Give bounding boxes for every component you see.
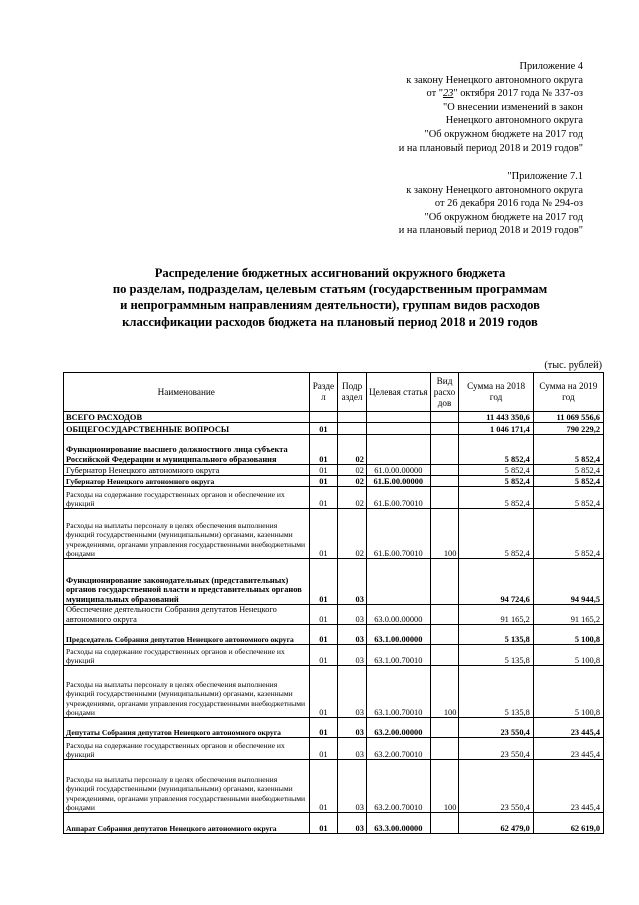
- date-suffix: " октября 2017 года № 337-оз: [453, 88, 583, 100]
- table-cell-razdel: 01: [309, 559, 338, 605]
- table-cell-vid: 100: [430, 509, 459, 559]
- table-cell-razdel: 01: [309, 760, 338, 813]
- header-sum-2019: Сумма на 2019 год: [533, 373, 603, 412]
- table-cell-razdel: 01: [309, 509, 338, 559]
- table-row: [64, 412, 604, 423]
- table-cell-vid: 100: [430, 760, 459, 813]
- table-cell-sum-2019: 5 852,4: [533, 465, 603, 476]
- table-cell-sum-2019: 5 852,4: [533, 487, 603, 509]
- table-row: [64, 666, 604, 718]
- table-cell-podrazdel: 03: [338, 559, 367, 605]
- table-row: [64, 487, 604, 509]
- table-cell-razdel: 01: [309, 738, 338, 760]
- table-row: [64, 738, 604, 760]
- table-cell-name: Расходы на содержание государственных органов и обеспечение их функций: [64, 487, 310, 509]
- table-cell-name: Расходы на содержание государственных органов и обеспечение их функций: [64, 645, 310, 666]
- table-cell-target: 63.1.00.70010: [366, 666, 430, 718]
- table-cell-target: [366, 435, 430, 465]
- appendix-line: к закону Ненецкого автономного округа: [406, 74, 583, 86]
- appendix-line: Ненецкого автономного округа: [445, 115, 583, 127]
- units-label: (тыс. рублей): [544, 360, 602, 371]
- table-cell-vid: [430, 625, 459, 645]
- table-cell-vid: [430, 465, 459, 476]
- table-cell-sum-2019: 23 445,4: [533, 760, 603, 813]
- table-cell-sum-2019: 5 852,4: [533, 435, 603, 465]
- table-cell-vid: [430, 476, 459, 487]
- table-cell-sum-2019: 5 100,8: [533, 666, 603, 718]
- table-cell-razdel: 01: [309, 625, 338, 645]
- table-cell-sum-2019: 94 944,5: [533, 559, 603, 605]
- table-cell-name: Функционирование высшего должностного лица субъекта Российской Федерации и муниципального образования: [64, 435, 310, 465]
- table-cell-vid: [430, 738, 459, 760]
- table-row: [64, 645, 604, 666]
- table-cell-vid: [430, 718, 459, 738]
- table-cell-podrazdel: 03: [338, 645, 367, 666]
- table-cell-podrazdel: [338, 423, 367, 435]
- table-cell-target: 63.2.00.00000: [366, 718, 430, 738]
- appendix-line: от 26 декабря 2016 года № 294-оз: [434, 198, 583, 210]
- table-cell-razdel: 01: [309, 605, 338, 625]
- table-cell-podrazdel: 02: [338, 465, 367, 476]
- table-cell-razdel: 01: [309, 487, 338, 509]
- table-cell-podrazdel: 03: [338, 738, 367, 760]
- header-razdel: Разде л: [309, 373, 338, 412]
- table-row: [64, 559, 604, 605]
- table-cell-podrazdel: 02: [338, 487, 367, 509]
- table-cell-target: 61.Б.00.00000: [366, 476, 430, 487]
- table-cell-vid: [430, 412, 459, 423]
- table-cell-razdel: 01: [309, 813, 338, 834]
- table-cell-sum-2019: 790 229,2: [533, 423, 603, 435]
- table-row: [64, 813, 604, 834]
- table-cell-vid: [430, 645, 459, 666]
- table-cell-sum-2018: 23 550,4: [459, 718, 533, 738]
- table-cell-target: [366, 559, 430, 605]
- table-cell-name: Расходы на выплаты персоналу в целях обеспечения выполнения функций государственными (муниципальными) органами, казенными учреждениями, органами управления государственными внебюджетными фондами: [64, 509, 310, 559]
- table-row: [64, 625, 604, 645]
- table-cell-vid: [430, 435, 459, 465]
- table-cell-sum-2018: 5 135,8: [459, 645, 533, 666]
- title-line: и непрограммным направлениям деятельности), группам видов расходов: [120, 298, 540, 313]
- handwritten-day: 23: [442, 88, 454, 100]
- table-cell-sum-2018: 5 852,4: [459, 476, 533, 487]
- table-cell-sum-2019: 5 100,8: [533, 625, 603, 645]
- table-cell-sum-2018: 11 443 350,6: [459, 412, 533, 423]
- table-cell-sum-2018: 23 550,4: [459, 760, 533, 813]
- table-cell-podrazdel: 03: [338, 625, 367, 645]
- table-cell-razdel: 01: [309, 465, 338, 476]
- table-cell-razdel: 01: [309, 645, 338, 666]
- table-cell-name: Расходы на выплаты персоналу в целях обеспечения выполнения функций государственными (муниципальными) органами, казенными учреждениями, органами управления государственными внебюджетными фондами: [64, 760, 310, 813]
- appendix-line: и на плановый период 2018 и 2019 годов": [398, 142, 583, 154]
- appendix-line: "Об окружном бюджете на 2017 год: [424, 211, 583, 223]
- table-cell-sum-2018: 23 550,4: [459, 738, 533, 760]
- title-line: классификации расходов бюджета на плановый период 2018 и 2019 годов: [122, 314, 538, 329]
- table-row: [64, 509, 604, 559]
- table-cell-razdel: 01: [309, 476, 338, 487]
- table-cell-sum-2019: 5 100,8: [533, 645, 603, 666]
- appendix-line: "О внесении изменений в закон: [443, 101, 583, 113]
- date-prefix: от ": [426, 88, 443, 100]
- table-cell-sum-2019: 91 165,2: [533, 605, 603, 625]
- table-cell-target: 63.2.00.70010: [366, 760, 430, 813]
- table-row: [64, 423, 604, 435]
- table-cell-target: 63.0.00.00000: [366, 605, 430, 625]
- table-cell-razdel: 01: [309, 666, 338, 718]
- appendix-line: к закону Ненецкого автономного округа: [406, 184, 583, 196]
- table-cell-podrazdel: 03: [338, 605, 367, 625]
- table-cell-razdel: 01: [309, 423, 338, 435]
- table-row: [64, 435, 604, 465]
- appendix-line: Приложение 4: [519, 61, 583, 72]
- table-cell-vid: [430, 813, 459, 834]
- table-cell-sum-2018: 91 165,2: [459, 605, 533, 625]
- table-cell-podrazdel: 03: [338, 813, 367, 834]
- appendix-7-1-reference: [399, 170, 583, 238]
- table-header-row: [64, 373, 604, 412]
- header-target: Целевая статья: [366, 373, 430, 412]
- table-cell-sum-2018: 5 852,4: [459, 509, 533, 559]
- table-cell-sum-2018: 5 135,8: [459, 666, 533, 718]
- budget-table: [63, 372, 604, 834]
- table-cell-name: Расходы на содержание государственных органов и обеспечение их функций: [64, 738, 310, 760]
- table-cell-target: [366, 412, 430, 423]
- table-cell-name: ОБЩЕГОСУДАРСТВЕННЫЕ ВОПРОСЫ: [64, 423, 310, 435]
- table-cell-sum-2018: 1 046 171,4: [459, 423, 533, 435]
- table-cell-name: Председатель Собрания депутатов Ненецкого автономного округа: [64, 625, 310, 645]
- table-cell-name: Губернатор Ненецкого автономного округа: [64, 476, 310, 487]
- table-cell-vid: [430, 605, 459, 625]
- table-row: [64, 760, 604, 813]
- table-cell-sum-2019: 5 852,4: [533, 509, 603, 559]
- table-cell-sum-2018: 62 479,0: [459, 813, 533, 834]
- table-cell-razdel: 01: [309, 718, 338, 738]
- table-cell-name: Аппарат Собрания депутатов Ненецкого автономного округа: [64, 813, 310, 834]
- table-cell-target: 63.3.00.00000: [366, 813, 430, 834]
- title-line: по разделам, подразделам, целевым статьям (государственным программам: [112, 282, 548, 297]
- table-cell-target: 61.Б.00.70010: [366, 509, 430, 559]
- table-cell-razdel: 01: [309, 435, 338, 465]
- table-cell-target: 63.1.00.70010: [366, 645, 430, 666]
- table-cell-razdel: [309, 412, 338, 423]
- table-row: [64, 605, 604, 625]
- table-cell-sum-2018: 5 135,8: [459, 625, 533, 645]
- table-cell-podrazdel: 02: [338, 509, 367, 559]
- appendix-line: "Об окружном бюджете на 2017 год: [424, 128, 583, 140]
- appendix-line: "Приложение 7.1: [507, 171, 583, 182]
- table-cell-target: 63.1.00.00000: [366, 625, 430, 645]
- table-cell-target: 61.Б.00.70010: [366, 487, 430, 509]
- appendix-line: и на плановый период 2018 и 2019 годов": [398, 225, 583, 237]
- table-cell-sum-2018: 5 852,4: [459, 465, 533, 476]
- table-cell-vid: 100: [430, 666, 459, 718]
- table-cell-vid: [430, 487, 459, 509]
- table-cell-sum-2019: 5 852,4: [533, 476, 603, 487]
- table-cell-name: Функционирование законодательных (представительных) органов государственной власти и представительных органов муниципальных образований: [64, 559, 310, 605]
- table-cell-podrazdel: [338, 412, 367, 423]
- table-row: [64, 718, 604, 738]
- table-cell-podrazdel: 02: [338, 435, 367, 465]
- table-cell-podrazdel: 03: [338, 666, 367, 718]
- table-row: [64, 465, 604, 476]
- table-cell-sum-2018: 94 724,6: [459, 559, 533, 605]
- header-sum-2018: Сумма на 2018 год: [459, 373, 533, 412]
- table-cell-target: [366, 423, 430, 435]
- table-cell-name: Губернатор Ненецкого автономного округа: [64, 465, 310, 476]
- document-title: [60, 265, 600, 330]
- table-cell-name: Депутаты Собрания депутатов Ненецкого автономного округа: [64, 718, 310, 738]
- appendix-line: [399, 87, 583, 101]
- table-cell-podrazdel: 03: [338, 718, 367, 738]
- table-cell-sum-2019: 23 445,4: [533, 738, 603, 760]
- table-cell-sum-2019: 11 069 556,6: [533, 412, 603, 423]
- header-name: Наименование: [64, 373, 310, 412]
- table-cell-sum-2018: 5 852,4: [459, 487, 533, 509]
- table-cell-sum-2019: 62 619,0: [533, 813, 603, 834]
- table-cell-vid: [430, 423, 459, 435]
- title-line: Распределение бюджетных ассигнований окружного бюджета: [154, 266, 506, 280]
- table-cell-vid: [430, 559, 459, 605]
- table-cell-name: ВСЕГО РАСХОДОВ: [64, 412, 310, 423]
- table-cell-podrazdel: 02: [338, 476, 367, 487]
- table-cell-target: 63.2.00.70010: [366, 738, 430, 760]
- table-cell-sum-2019: 23 445,4: [533, 718, 603, 738]
- table-cell-target: 61.0.00.00000: [366, 465, 430, 476]
- table-cell-name: Расходы на выплаты персоналу в целях обеспечения выполнения функций государственными (муниципальными) органами, казенными учреждениями, органами управления государственными внебюджетными фондами: [64, 666, 310, 718]
- header-vid: Вид расхо дов: [430, 373, 459, 412]
- header-podrazdel: Подр аздел: [338, 373, 367, 412]
- table-cell-sum-2018: 5 852,4: [459, 435, 533, 465]
- appendix-4-reference: [399, 60, 583, 155]
- table-cell-name: Обеспечение деятельности Собрания депутатов Ненецкого автономного округа: [64, 605, 310, 625]
- table-cell-podrazdel: 03: [338, 760, 367, 813]
- table-row: [64, 476, 604, 487]
